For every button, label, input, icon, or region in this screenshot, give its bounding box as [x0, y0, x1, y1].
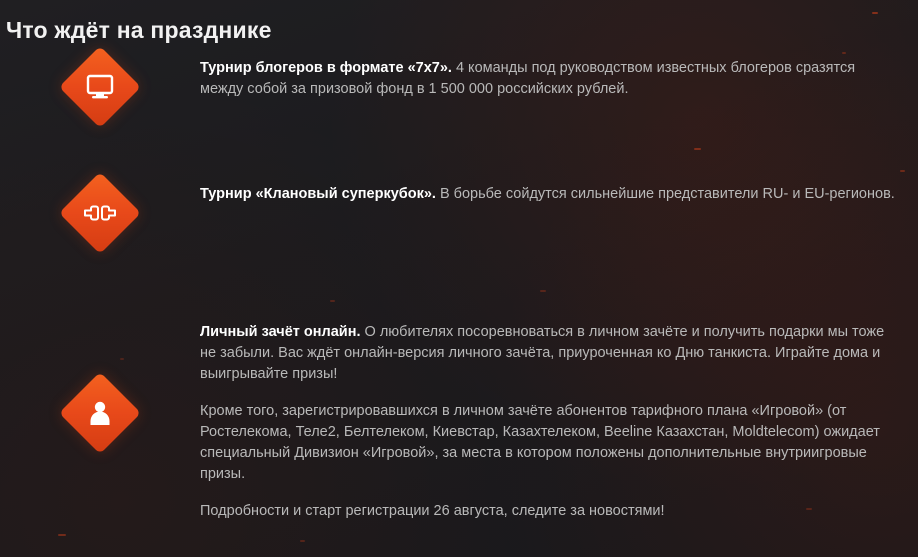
paragraph	[200, 184, 896, 205]
block-text	[200, 322, 918, 522]
icon-column	[0, 184, 200, 242]
paragraph-rest: Кроме того, зарегистрировавшихся в личном зачёте абонентов тарифного плана «Игровой» (от Ростелекома, Теле2, Белтелеком, Киевстар, Казахтелеком, Beeline Казахстан, Moldtelecom) ожидает специальный Дивизион «Игровой», за места в котором положены дополнительные внутриигровые призы.	[200, 403, 880, 482]
spark-decoration	[872, 12, 878, 14]
block-text	[200, 184, 918, 205]
paragraph-lead: Турнир блогеров в формате «7x7».	[200, 60, 452, 76]
icon-column	[0, 58, 200, 116]
paragraph-rest: О любителях посоревноваться в личном зачёте и получить подарки мы тоже не забыли. Вас ждёт онлайн-версия личного зачёта, приуроченная ко Дню танкиста. Играйте дома и выигрывайте призы!	[200, 324, 885, 382]
paragraph-rest: Подробности и старт регистрации 26 августа, следите за новостями!	[200, 503, 665, 519]
monitor-icon-glyph	[86, 74, 114, 100]
block-tournament-bloggers	[0, 58, 918, 158]
paragraph	[200, 401, 896, 485]
icon-column	[0, 322, 200, 442]
spark-decoration	[842, 52, 846, 54]
person-icon	[59, 372, 141, 454]
spark-decoration	[300, 540, 305, 542]
page-title: Что ждёт на празднике	[6, 17, 272, 44]
block-clan-supercup	[0, 184, 918, 284]
fist-bump-icon	[59, 172, 141, 254]
paragraph-lead: Личный зачёт онлайн.	[200, 324, 361, 340]
paragraph	[200, 501, 896, 522]
paragraph-lead: Турнир «Клановый суперкубок».	[200, 186, 436, 202]
block-personal-standings	[0, 322, 918, 522]
spark-decoration	[58, 534, 66, 536]
block-text	[200, 58, 918, 100]
paragraph	[200, 58, 896, 100]
fist-bump-icon-glyph	[83, 203, 117, 223]
paragraph-rest: 4 команды под руководством известных блогеров сразятся между собой за призовой фонд в 1 500 000 российских рублей.	[200, 60, 856, 97]
paragraph	[200, 322, 896, 385]
monitor-icon	[59, 46, 141, 128]
paragraph-rest: В борьбе сойдутся сильнейшие представители RU- и EU-регионов.	[435, 186, 895, 202]
content-blocks	[0, 58, 918, 522]
person-icon-glyph	[88, 400, 112, 426]
